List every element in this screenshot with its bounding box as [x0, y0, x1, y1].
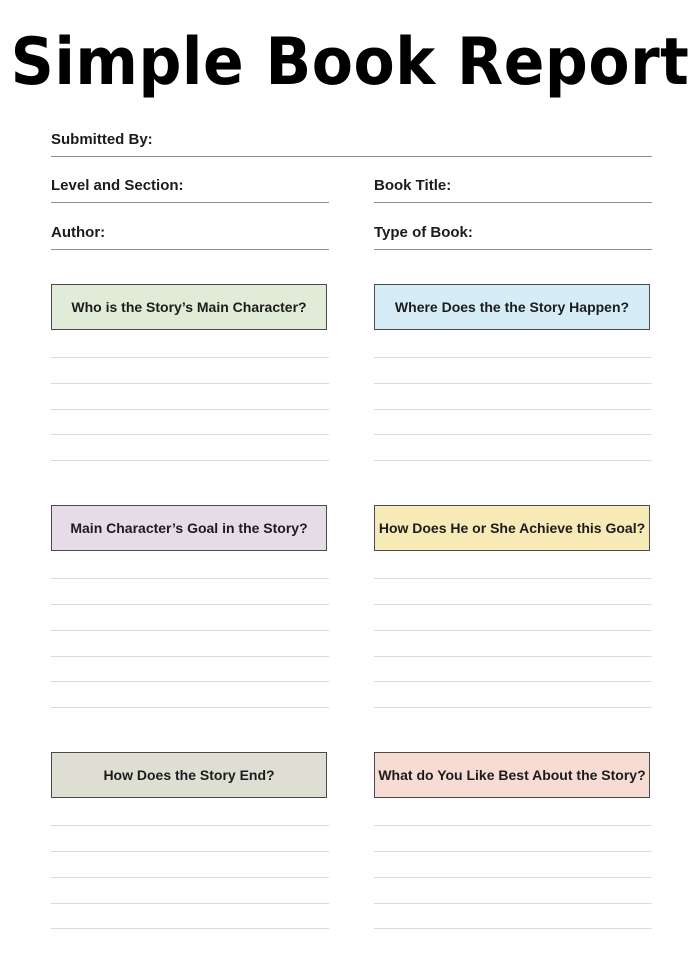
achieve-goal-prompt: How Does He or She Achieve this Goal? — [374, 505, 650, 551]
setting-prompt: Where Does the the Story Happen? — [374, 284, 650, 330]
writing-line[interactable] — [51, 409, 329, 410]
level-section-label: Level and Section: — [51, 177, 184, 194]
writing-line[interactable] — [51, 928, 329, 929]
writing-line[interactable] — [374, 357, 652, 358]
writing-line[interactable] — [51, 357, 329, 358]
writing-line[interactable] — [374, 681, 652, 682]
writing-line[interactable] — [374, 604, 652, 605]
writing-line[interactable] — [51, 681, 329, 682]
like-best-prompt: What do You Like Best About the Story? — [374, 752, 650, 798]
writing-line[interactable] — [374, 434, 652, 435]
writing-line[interactable] — [374, 903, 652, 904]
writing-line[interactable] — [51, 383, 329, 384]
writing-line[interactable] — [51, 460, 329, 461]
story-end-prompt: How Does the Story End? — [51, 752, 327, 798]
writing-line[interactable] — [374, 630, 652, 631]
writing-line[interactable] — [51, 877, 329, 878]
writing-line[interactable] — [374, 409, 652, 410]
writing-line[interactable] — [51, 903, 329, 904]
submitted-by-label: Submitted By: — [51, 131, 153, 148]
type-of-book-label: Type of Book: — [374, 224, 473, 241]
writing-line[interactable] — [374, 578, 652, 579]
page-title: Simple Book Report — [10, 24, 690, 101]
writing-line[interactable] — [374, 825, 652, 826]
writing-line[interactable] — [374, 851, 652, 852]
writing-line[interactable] — [374, 656, 652, 657]
book-title-field[interactable] — [374, 172, 652, 203]
book-title-label: Book Title: — [374, 177, 452, 194]
author-label: Author: — [51, 224, 106, 241]
writing-line[interactable] — [374, 383, 652, 384]
writing-line[interactable] — [51, 656, 329, 657]
writing-line[interactable] — [51, 604, 329, 605]
writing-line[interactable] — [374, 707, 652, 708]
type-of-book-field[interactable] — [374, 219, 652, 250]
writing-line[interactable] — [374, 460, 652, 461]
writing-line[interactable] — [374, 877, 652, 878]
submitted-by-field[interactable] — [51, 126, 652, 157]
character-goal-prompt: Main Character’s Goal in the Story? — [51, 505, 327, 551]
writing-line[interactable] — [51, 825, 329, 826]
author-field[interactable] — [51, 219, 329, 250]
writing-line[interactable] — [51, 707, 329, 708]
main-character-prompt: Who is the Story’s Main Character? — [51, 284, 327, 330]
writing-line[interactable] — [51, 434, 329, 435]
writing-line[interactable] — [51, 578, 329, 579]
writing-line[interactable] — [51, 851, 329, 852]
writing-line[interactable] — [374, 928, 652, 929]
level-section-field[interactable] — [51, 172, 329, 203]
writing-line[interactable] — [51, 630, 329, 631]
